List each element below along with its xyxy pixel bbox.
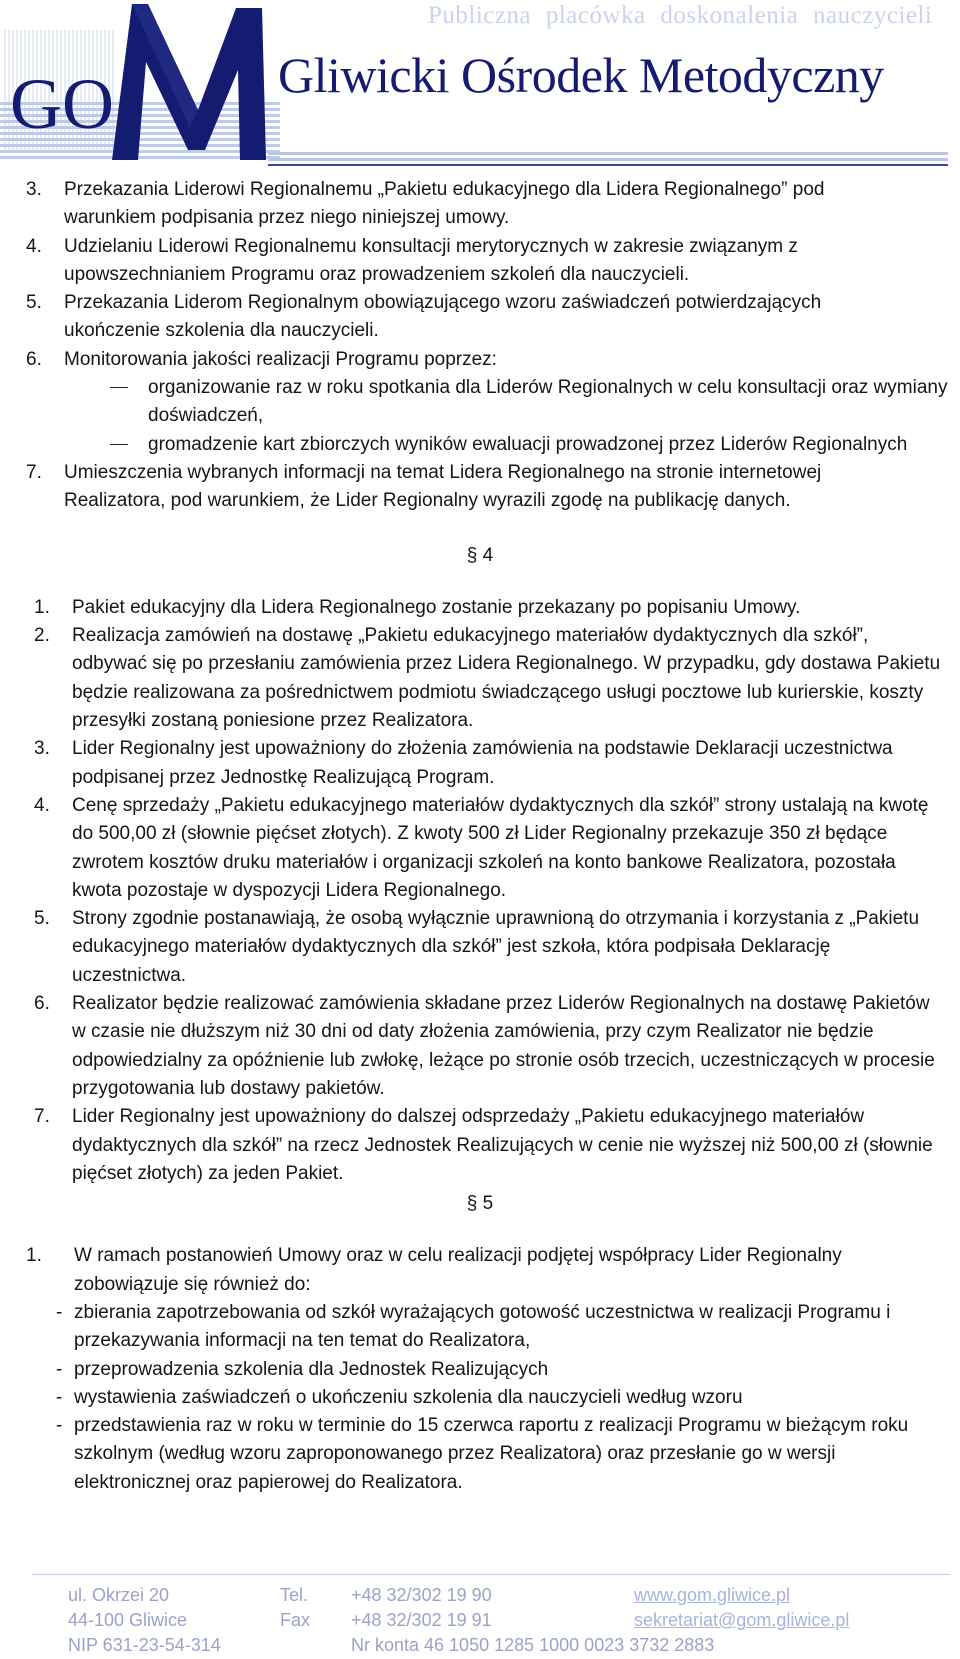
list-item: 3. Przekazania Liderowi Regionalnemu „Pakietu edukacyjnego dla Lidera Regionalnego” pod warunkiem podpisania przez niego niniejszej umowy.	[26, 179, 825, 229]
list-item: 6. Realizator będzie realizować zamówienia składane przez Liderów Regionalnych na dostawę Pakietów w czasie nie dłuższym niż 30 dni od daty złożenia zamówienia, przy czym Realizator nie będzie odpowiedzialny za opóźnienie lub zwłokę, leżące po stronie osób trzecich, uczestniczących w procesie przygotowania lub dostawy pakietów.	[34, 993, 935, 1099]
footer-rule	[32, 1574, 950, 1575]
list-item: 4. Udzielaniu Liderowi Regionalnemu konsultacji merytorycznych w zakresie związanym z upowszechnianiem Programu oraz prowadzeniem szkoleń dla nauczycieli.	[26, 235, 798, 285]
sub-list-item: - przedstawienia raz w roku w terminie do 15 czerwca raportu z realizacji Programu w bieżącym roku szkolnym (według wzoru zaproponowanego przez Realizatora) oraz przesłanie go w wersji elektronicznej oraz papierowej do Realizatora.	[0, 1412, 960, 1497]
footer-address-street: ul. Okrzei 20	[68, 1585, 170, 1605]
section-heading: § 4	[466, 544, 494, 566]
dash-bullet-icon: -	[56, 1301, 63, 1323]
footer-fax: +48 32/302 19 91	[351, 1610, 492, 1630]
website-link[interactable]: www.gom.gliwice.pl	[634, 1585, 791, 1605]
email-link[interactable]: sekretariat@gom.gliwice.pl	[634, 1610, 850, 1630]
dash-bullet-icon: -	[56, 1415, 63, 1437]
org-name: Gliwicki Ośrodek Metodyczny	[278, 47, 884, 103]
section-5-list	[0, 1242, 960, 1497]
list-item: 4. Cenę sprzedaży „Pakietu edukacyjnego materiałów dydaktycznych dla szkół” strony ustalają na kwotę do 500,00 zł (słownie pięćset złotych). Z kwoty 500 zł Lider Regionalny przekazuje 350 zł będące zwrotem kosztów druku materiałów i organizacji szkoleń na konto bankowe Realizatora, pozostała kwota pozostaje w dyspozycji Lidera Regionalnego.	[34, 794, 929, 901]
list-item: 2. Realizacja zamówień na dostawę „Pakietu edukacyjnego materiałów dydaktycznych dla szkół”, odbywać się po przesłaniu zamówienia przez Lidera Regionalnego. W przypadku, gdy dostawa Pakietu będzie realizowana za pośrednictwem podmiotu świadczącego usługi pocztowe lub kurierskie, koszty przesyłki zostaną poniesione przez Realizatora.	[34, 625, 941, 732]
footer-tel: +48 32/302 19 90	[351, 1585, 492, 1605]
list-item: 6. Monitorowania jakości realizacji Programu poprzez:	[26, 348, 497, 370]
sub-list-item: - zbierania zapotrzebowania od szkół wyrażających gotowość uczestnictwa w realizacji Programu i przekazywania informacji na ten temat do Realizatora,	[0, 1299, 960, 1356]
document-body	[0, 176, 960, 1497]
list-item: 7. Lider Regionalny jest upoważniony do dalszej odsprzedaży „Pakietu edukacyjnego materiałów dydaktycznych dla szkół” na rzecz Jednostek Realizujących w cenie nie wyższej niż 500,00 zł (słownie pięćset złotych) za jeden Pakiet.	[34, 1106, 933, 1184]
dash-bullet-icon	[110, 444, 128, 445]
sub-list-item: - przeprowadzenia szkolenia dla Jednostek Realizujących	[0, 1356, 960, 1384]
footer-fax-label: Fax	[280, 1610, 311, 1630]
list-item: 1. W ramach postanowień Umowy oraz w celu realizacji podjętej współpracy Lider Regionalny zobowiązuje się również do:	[26, 1245, 842, 1295]
footer-bank-account: Nr konta 46 1050 1285 1000 0023 3732 2883	[351, 1635, 715, 1655]
letterhead	[0, 0, 960, 172]
list-item: 5. Strony zgodnie postanawiają, że osobą wyłącznie uprawnioną do otrzymania i korzystania z „Pakietu edukacyjnego materiałów dydaktycznych dla szkół” jest szkoła, która podpisała Deklarację uczestnictwa.	[34, 908, 920, 986]
footer-nip: NIP 631-23-54-314	[68, 1635, 221, 1655]
tagline: Publiczna placówka doskonalenia nauczycieli	[428, 2, 933, 29]
sub-list-item: gromadzenie kart zbiorczych wyników ewaluacji prowadzonej przez Liderów Regionalnych	[0, 431, 960, 459]
gom-logo	[0, 0, 280, 172]
svg-text:GO: GO	[10, 64, 114, 144]
list-item: 3. Lider Regionalny jest upoważniony do złożenia zamówienia na podstawie Deklaracji uczestnictwa podpisanej przez Jednostkę Realizującą Program.	[34, 738, 893, 788]
section-heading: § 5	[466, 1193, 494, 1215]
header-rule	[268, 152, 948, 166]
obligations-list	[0, 176, 960, 516]
dash-bullet-icon: -	[56, 1358, 63, 1380]
sub-list-item: organizowanie raz w roku spotkania dla Liderów Regionalnych w celu konsultacji oraz wymiany doświadczeń,	[0, 374, 960, 431]
list-item: 5. Przekazania Liderom Regionalnym obowiązującego wzoru zaświadczeń potwierdzających ukończenie szkolenia dla nauczycieli.	[26, 292, 822, 342]
section-4-list	[0, 594, 960, 1188]
footer	[0, 1580, 960, 1659]
dash-bullet-icon	[110, 387, 128, 388]
dash-bullet-icon: -	[56, 1386, 63, 1408]
footer-tel-label: Tel.	[280, 1585, 309, 1605]
sub-list-item: - wystawienia zaświadczeń o ukończeniu szkolenia dla nauczycieli według wzoru	[0, 1384, 960, 1412]
list-item: 7. Umieszczenia wybranych informacji na temat Lidera Regionalnego na stronie internetowej Realizatora, pod warunkiem, że Lider Regionalny wyrazili zgodę na publikację danych.	[26, 461, 822, 512]
footer-address-city: 44-100 Gliwice	[68, 1610, 188, 1630]
list-item: 1. Pakiet edukacyjny dla Lidera Regionalnego zostanie przekazany po popisaniu Umowy.	[34, 596, 801, 618]
